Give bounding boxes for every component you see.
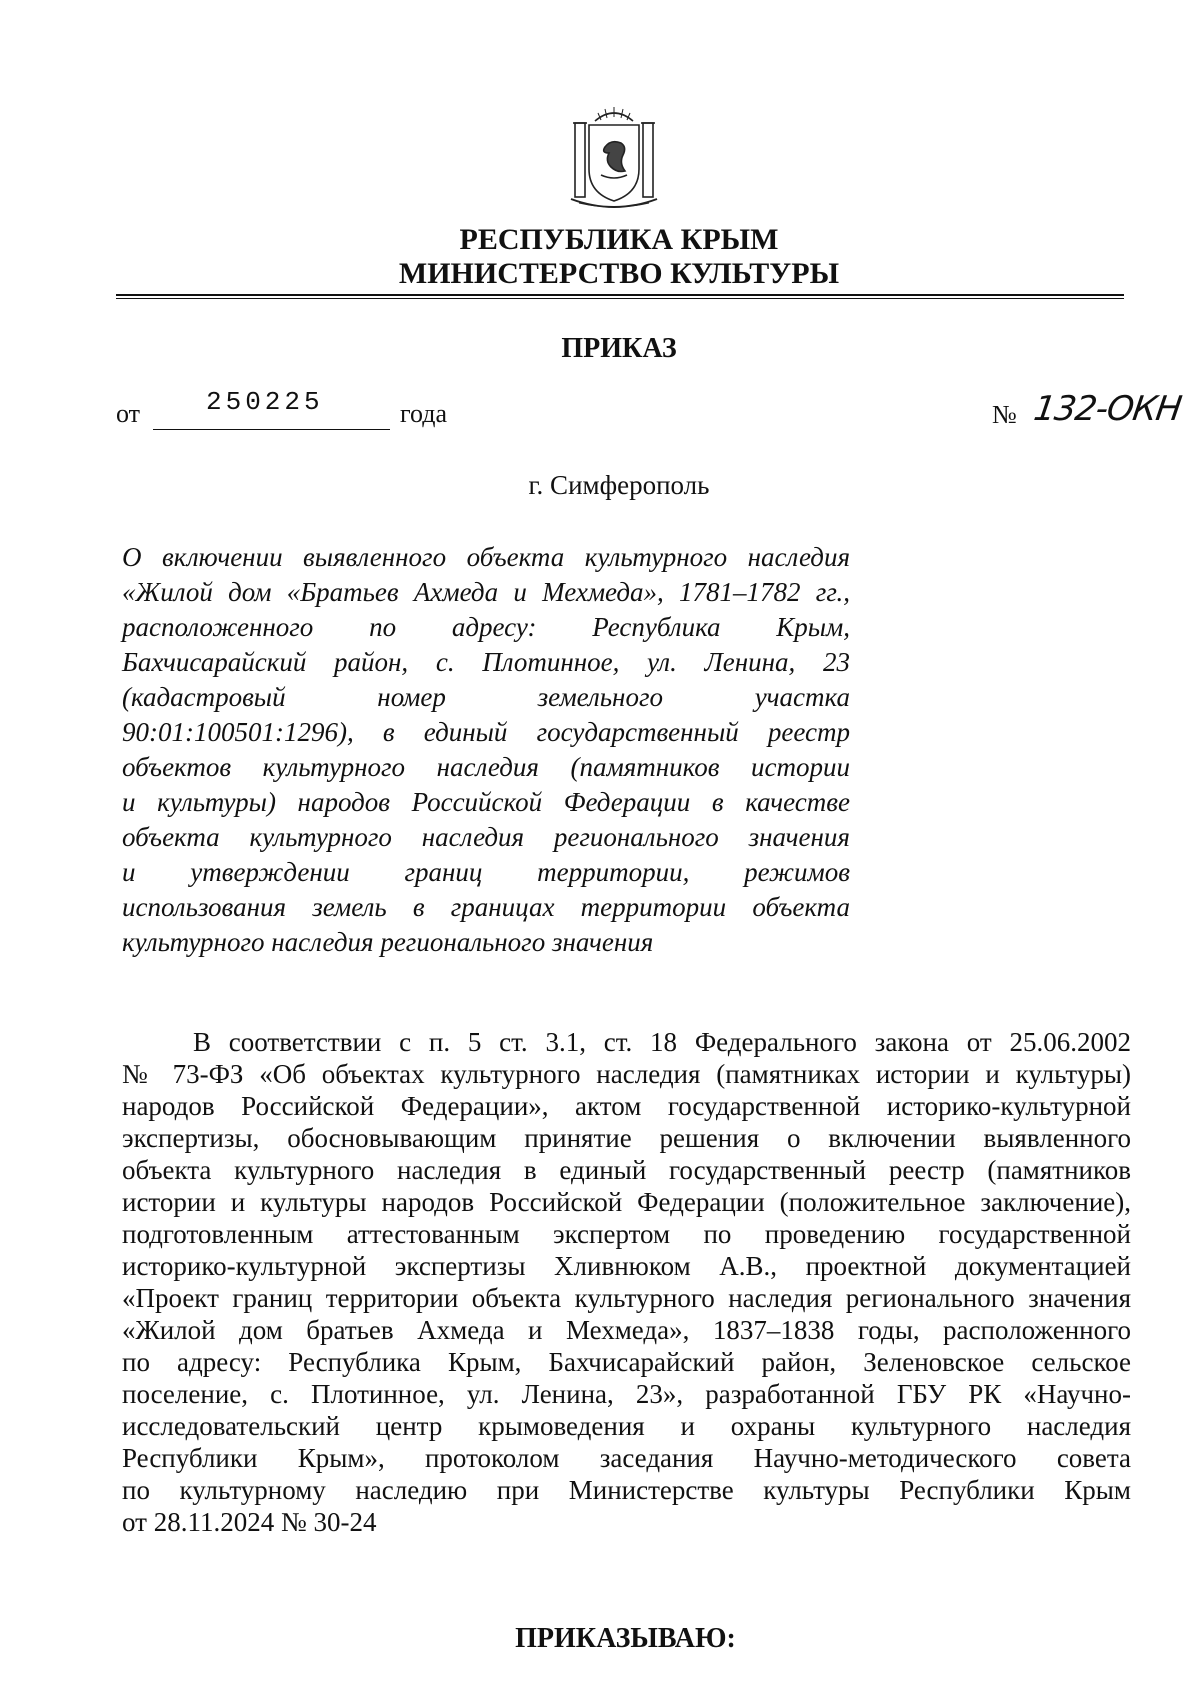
body-line: В соответствии с п. 5 ст. 3.1, ст. 18 Федерального закона от 25.06.2002: [193, 1027, 1131, 1057]
document-type-title: ПРИКАЗ: [561, 333, 677, 364]
subject-line: расположенного по адресу: Республика Крым,: [122, 612, 850, 642]
subject-line: (кадастровый номер земельного участка: [122, 682, 850, 712]
subject-block: [122, 540, 850, 960]
subject-line: Бахчисарайский район, с. Плотинное, ул. Ленина, 23: [122, 647, 850, 677]
subject-line: и культуры) народов Российской Федерации в качестве: [122, 787, 850, 817]
body-line: объекта культурного наследия в единый государственный реестр (памятников: [122, 1155, 1131, 1185]
date-suffix: года: [400, 399, 448, 428]
header-divider-thin: [116, 298, 1124, 299]
subject-line: О включении выявленного объекта культурного наследия: [122, 542, 850, 572]
date-value: 250225: [206, 387, 324, 417]
body-line: № 73-ФЗ «Об объектах культурного наследия (памятниках истории и культуры): [122, 1059, 1131, 1089]
body-line: Республики Крым», протоколом заседания Научно-методического совета: [122, 1443, 1131, 1473]
subject-line: «Жилой дом «Братьев Ахмеда и Мехмеда», 1781–1782 гг.,: [122, 577, 850, 607]
org-name-republic: РЕСПУБЛИКА КРЫМ: [459, 223, 779, 256]
body-paragraph: [122, 1026, 1131, 1538]
header-divider: [116, 294, 1124, 296]
body-line: «Жилой дом братьев Ахмеда и Мехмеда», 1837–1838 годы, расположенного: [122, 1315, 1131, 1345]
body-line: подготовленным аттестованным экспертом по проведению государственной: [122, 1219, 1131, 1249]
date-prefix: от: [116, 399, 141, 428]
body-line: «Проект границ территории объекта культурного наследия регионального значения: [122, 1283, 1131, 1313]
body-line: народов Российской Федерации», актом государственной историко-культурной: [122, 1091, 1131, 1121]
body-line: историко-культурной экспертизы Хливнюком А.В., проектной документацией: [122, 1251, 1131, 1281]
crimea-coat-of-arms-icon: [565, 103, 663, 215]
body-line: по адресу: Республика Крым, Бахчисарайский район, Зеленовское сельское: [122, 1347, 1131, 1377]
body-line: поселение, с. Плотинное, ул. Ленина, 23», разработанной ГБУ РК «Научно-: [122, 1379, 1131, 1409]
subject-line: 90:01:100501:1296), в единый государственный реестр: [122, 717, 850, 747]
date-field: [153, 387, 390, 430]
number-sign: №: [992, 400, 1017, 429]
order-heading: ПРИКАЗЫВАЮ:: [515, 1623, 736, 1654]
subject-line: и утверждении границ территории, режимов: [122, 857, 850, 887]
body-line: исследовательский центр крымоведения и охраны культурного наследия: [122, 1411, 1131, 1441]
subject-line: культурного наследия регионального значения: [122, 927, 654, 957]
subject-line: объектов культурного наследия (памятников истории: [122, 752, 850, 782]
body-line: истории и культуры народов Российской Федерации (положительное заключение),: [122, 1187, 1131, 1217]
subject-line: использования земель в границах территории объекта: [122, 892, 850, 922]
org-name-ministry: МИНИСТЕРСТВО КУЛЬТУРЫ: [398, 257, 840, 290]
handwritten-number: 132-ОКН: [1031, 389, 1184, 429]
subject-line: объекта культурного наследия регионального значения: [122, 822, 850, 852]
body-line: от 28.11.2024 № 30-24: [122, 1507, 377, 1537]
body-line: экспертизы, обосновывающим принятие решения о включении выявленного: [122, 1123, 1131, 1153]
body-line: по культурному наследию при Министерстве культуры Республики Крым: [122, 1475, 1131, 1505]
city: г. Симферополь: [528, 470, 710, 500]
